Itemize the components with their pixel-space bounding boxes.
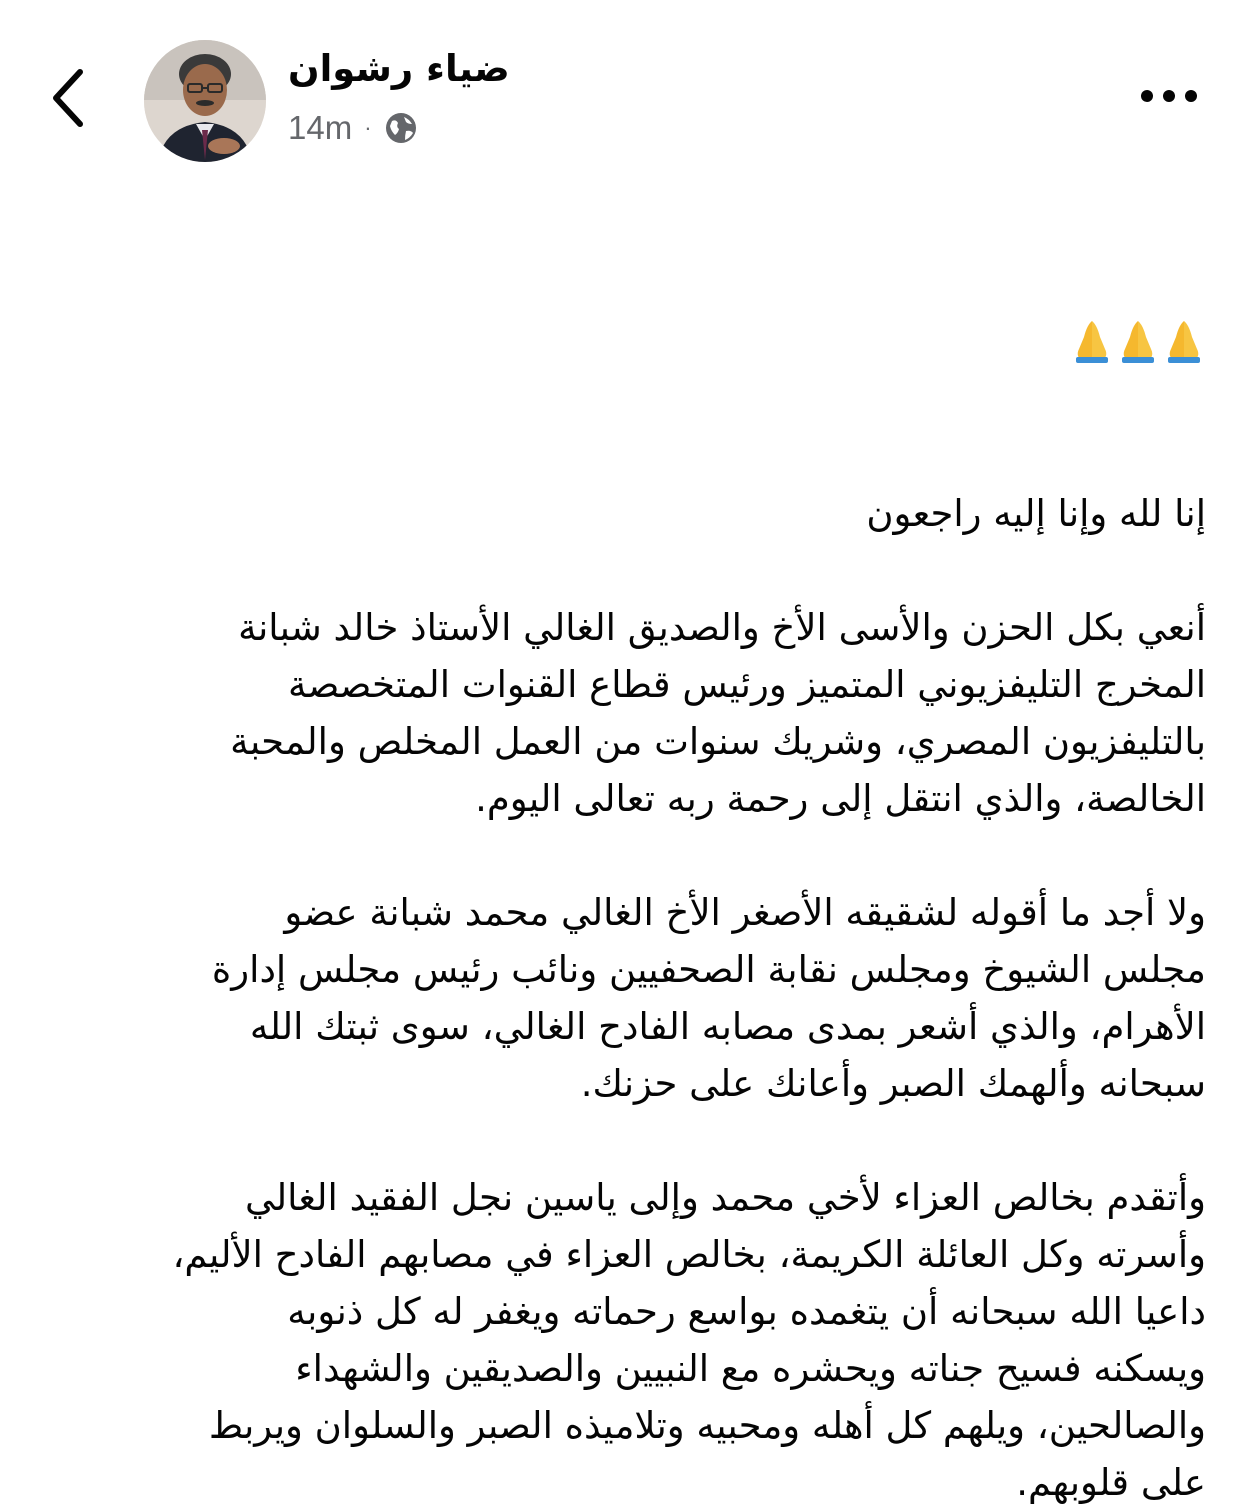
post-meta [288,106,418,150]
author-name[interactable]: ضياء رشوان [288,47,510,90]
back-button[interactable] [40,58,110,138]
chevron-left-icon [40,58,110,138]
post-paragraph-2: ولا أجد ما أقوله لشقيقه الأصغر الأخ الغالي محمد شبانة عضو مجلس الشيوخ ومجلس نقابة الصحفيين ونائب رئيس مجلس إدارة الأهرام، والذي أشعر بمدى مصابه الفادح الغالي، سوى ثبتك الله سبحانه وألهمك الصبر وأعانك على حزنك. [211,891,1206,1105]
folded-hands-emoji-icon [1162,317,1206,363]
globe-icon[interactable] [384,111,418,145]
post-paragraph-1: أنعي بكل الحزن والأسى الأخ والصديق الغالي الأستاذ خالد شبانة المخرج التليفزيوني المتميز ورئيس قطاع القنوات المتخصصة بالتليفزيون المصري، وشريك سنوات من العمل المخلص والمحبة الخالصة، والذي انتقل إلى رحمة ربه تعالى اليوم. [230,606,1206,820]
post-header [0,0,1242,170]
meta-separator: · [364,115,372,140]
folded-hands-emoji-icon [1070,317,1114,363]
condolence-verse: إنا لله وإنا إليه راجعون [866,492,1206,535]
avatar[interactable] [144,40,266,162]
more-horizontal-icon [1132,76,1206,116]
prayer-emoji-group [1068,321,1206,364]
post-paragraph-3: وأتقدم بخالص العزاء لأخي محمد وإلى ياسين نجل الفقيد الغالي وأسرته وكل العائلة الكريمة، بخالص العزاء في مصابهم الفادح الأليم، داعيا الله سبحانه أن يتغمده بواسع رحماته ويغفر له كل ذنوبه ويسكنه فسيح جناته ويحشره مع النبيين والصديقين والشهداء والصالحين، ويلهم كل أهله ومحبيه وتلاميذه الصبر والسلوان ويربط على قلوبهم. [172,1176,1206,1504]
post-timestamp[interactable]: 14m [288,109,353,146]
profile-photo [144,40,266,162]
post-text [48,200,1206,1511]
more-options-button[interactable] [1132,76,1206,116]
post-opening-line [48,200,1206,542]
folded-hands-emoji-icon [1116,317,1160,363]
